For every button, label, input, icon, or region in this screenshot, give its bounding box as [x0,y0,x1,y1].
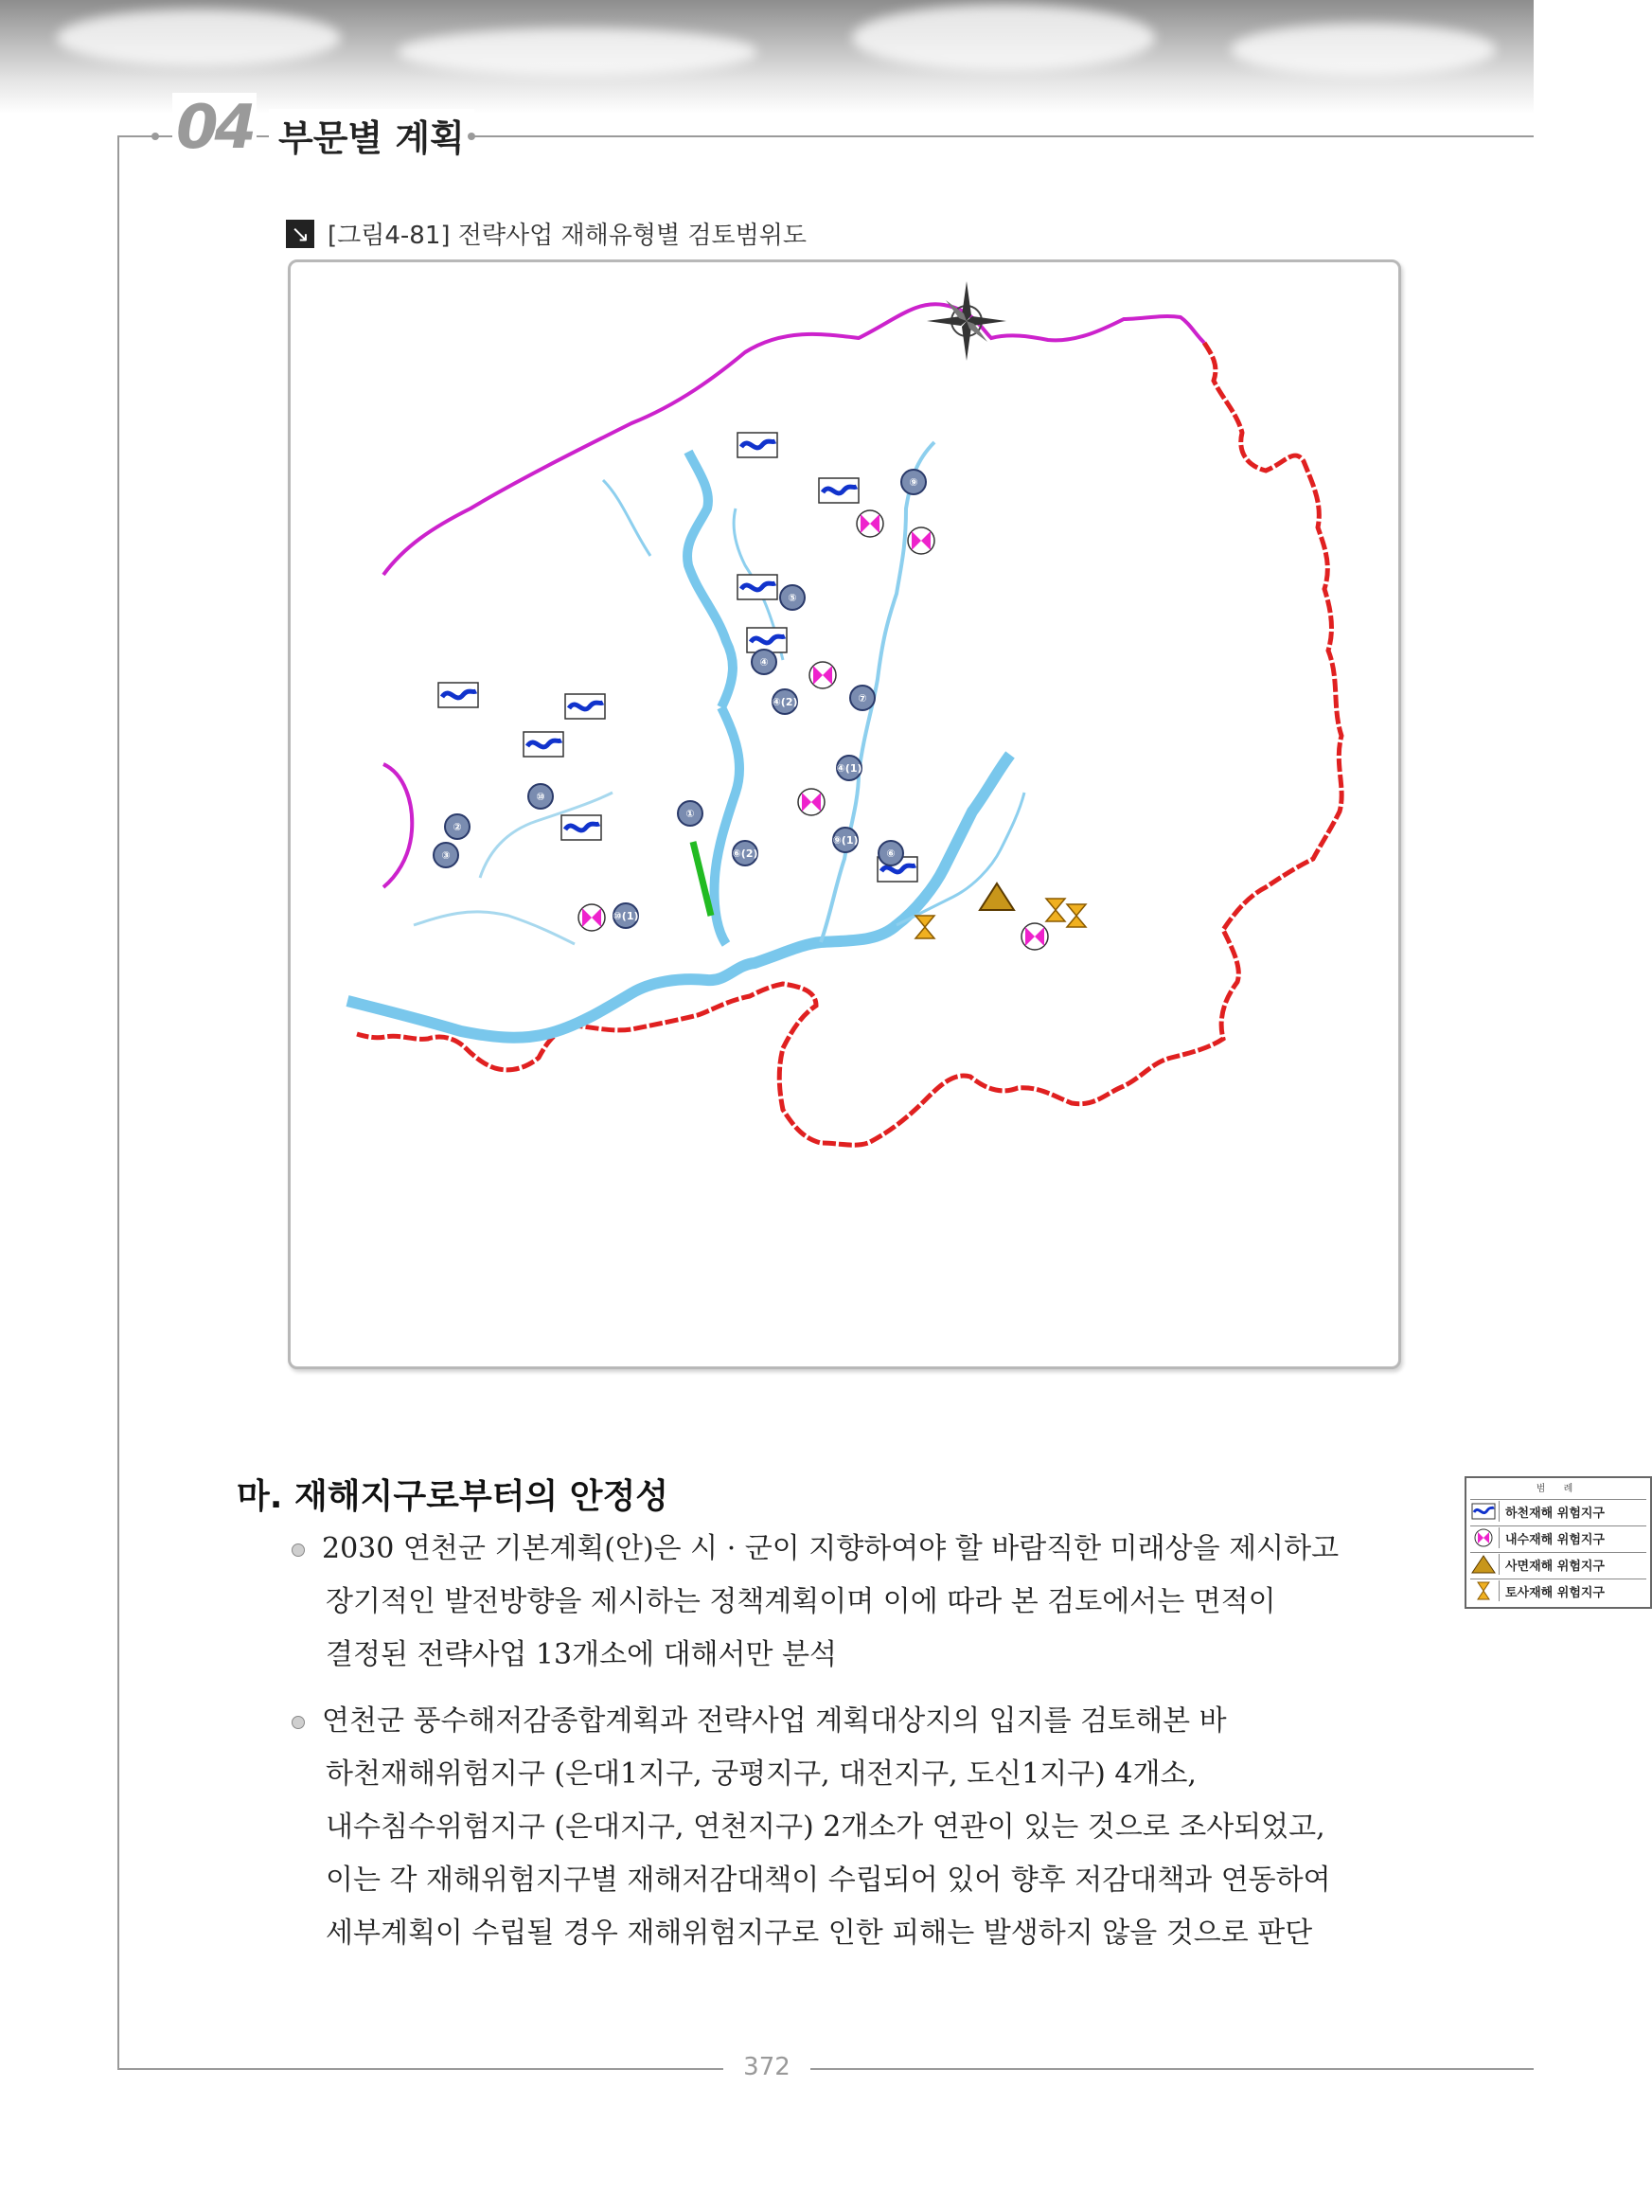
figure-caption-text: [그림4-81] 전략사업 재해유형별 검토범위도 [328,222,807,250]
site-marker [678,801,702,826]
site-marker [752,650,776,674]
header-dot [468,133,475,140]
legend-row [1470,1499,1646,1523]
site-label: ⑤ [788,592,797,604]
legend-label: 내수재해 위험지구 [1505,1532,1605,1547]
paragraph-line: 세부계획이 수립될 경우 재해위험지구로 인한 피해는 발생하지 않을 것으로 판단 [326,1917,1313,1950]
site-label: ⑥ [886,847,896,860]
inland-flood-markers [578,510,1048,950]
paragraph-line: 결정된 전략사업 13개소에 대해서만 분석 [326,1638,837,1671]
inland-flood-icon [1470,1527,1500,1548]
slope-hazard-marker [980,883,1014,910]
site-marker [445,814,470,839]
section-title: 마. 재해지구로부터의 안정성 [237,1477,669,1516]
site-markers [434,470,926,928]
site-marker [901,470,926,494]
paragraph-line: 하천재해위험지구 (은대1지구, 궁평지구, 대전지구, 도신1지구) 4개소, [326,1757,1197,1791]
green-reach [693,842,711,916]
river-hazard-icon [1470,1501,1500,1522]
left-margin-rule [117,135,119,2069]
site-marker [780,585,805,610]
site-label: ③ [441,849,451,862]
legend-label: 하천재해 위험지구 [1505,1506,1605,1521]
site-marker [434,843,458,867]
header-dot [151,133,159,140]
site-label: ⑥(2) [732,847,758,860]
site-label: ⑨ [909,476,918,489]
site-label: ④(2) [772,696,798,708]
chapter-title: 부문별 계획 [269,109,474,161]
legend-row [1470,1552,1646,1576]
legend-row [1470,1579,1646,1602]
paragraph-line: 내수침수위험지구 (은대지구, 연천지구) 2개소가 연관이 있는 것으로 조사되었고, [326,1811,1325,1844]
western-boundary [383,764,412,887]
legend-title: 범 례 [1536,1484,1581,1494]
sediment-hazard-icon [1470,1580,1500,1601]
slope-hazard-icon [1470,1554,1500,1575]
arrow-down-right-icon: ↘ [286,220,314,248]
site-marker [732,841,757,865]
map-legend [1465,1476,1652,1609]
bullet-paragraph [292,1523,1409,1682]
site-label: ① [685,808,695,820]
site-marker [832,828,858,852]
site-label: ⑨(1) [832,834,859,847]
tributary-river [687,452,739,944]
main-river [347,755,1010,1038]
compass-rose-icon [927,281,1006,361]
site-label: ⑦ [858,692,867,705]
county-boundary [357,343,1341,1145]
site-marker [879,841,903,865]
site-marker [850,686,875,710]
site-marker [836,756,862,780]
site-marker [613,903,638,928]
page-number: 372 [743,2053,790,2081]
disaster-map [291,262,1398,1366]
site-label: ⑩(1) [613,910,639,922]
paragraph-line: 연천군 풍수해저감종합계획과 전략사업 계획대상지의 입지를 검토해본 바 [322,1704,1227,1738]
footer-rule [810,2068,1534,2070]
legend-label: 토사재해 위험지구 [1505,1585,1605,1600]
bullet-paragraph [292,1695,1409,1960]
site-label: ② [453,821,462,833]
bullet-dot [292,1543,305,1557]
figure-caption [286,216,807,251]
paragraph-line: 이는 각 재해위험지구별 재해저감대책이 수립되어 있어 향후 저감대책과 연동하여 [326,1864,1331,1897]
legend-label: 사면재해 위험지구 [1505,1559,1605,1574]
legend-row [1470,1525,1646,1549]
site-marker [772,689,797,714]
paragraph-line: 2030 연천군 기본계획(안)은 시 · 군이 지향하여야 할 바람직한 미래상을 제시하고 [322,1532,1340,1565]
bullet-dot [292,1716,305,1729]
site-label: ⑩ [536,791,545,803]
site-label: ④(1) [836,762,862,775]
northern-boundary [383,304,1204,575]
footer-rule [117,2068,723,2070]
site-marker [528,784,553,809]
chapter-number: 04 [172,93,257,163]
paragraph-line: 장기적인 발전방향을 제시하는 정책계획이며 이에 따라 본 검토에서는 면적이 [326,1585,1276,1618]
site-label: ④ [759,656,769,669]
